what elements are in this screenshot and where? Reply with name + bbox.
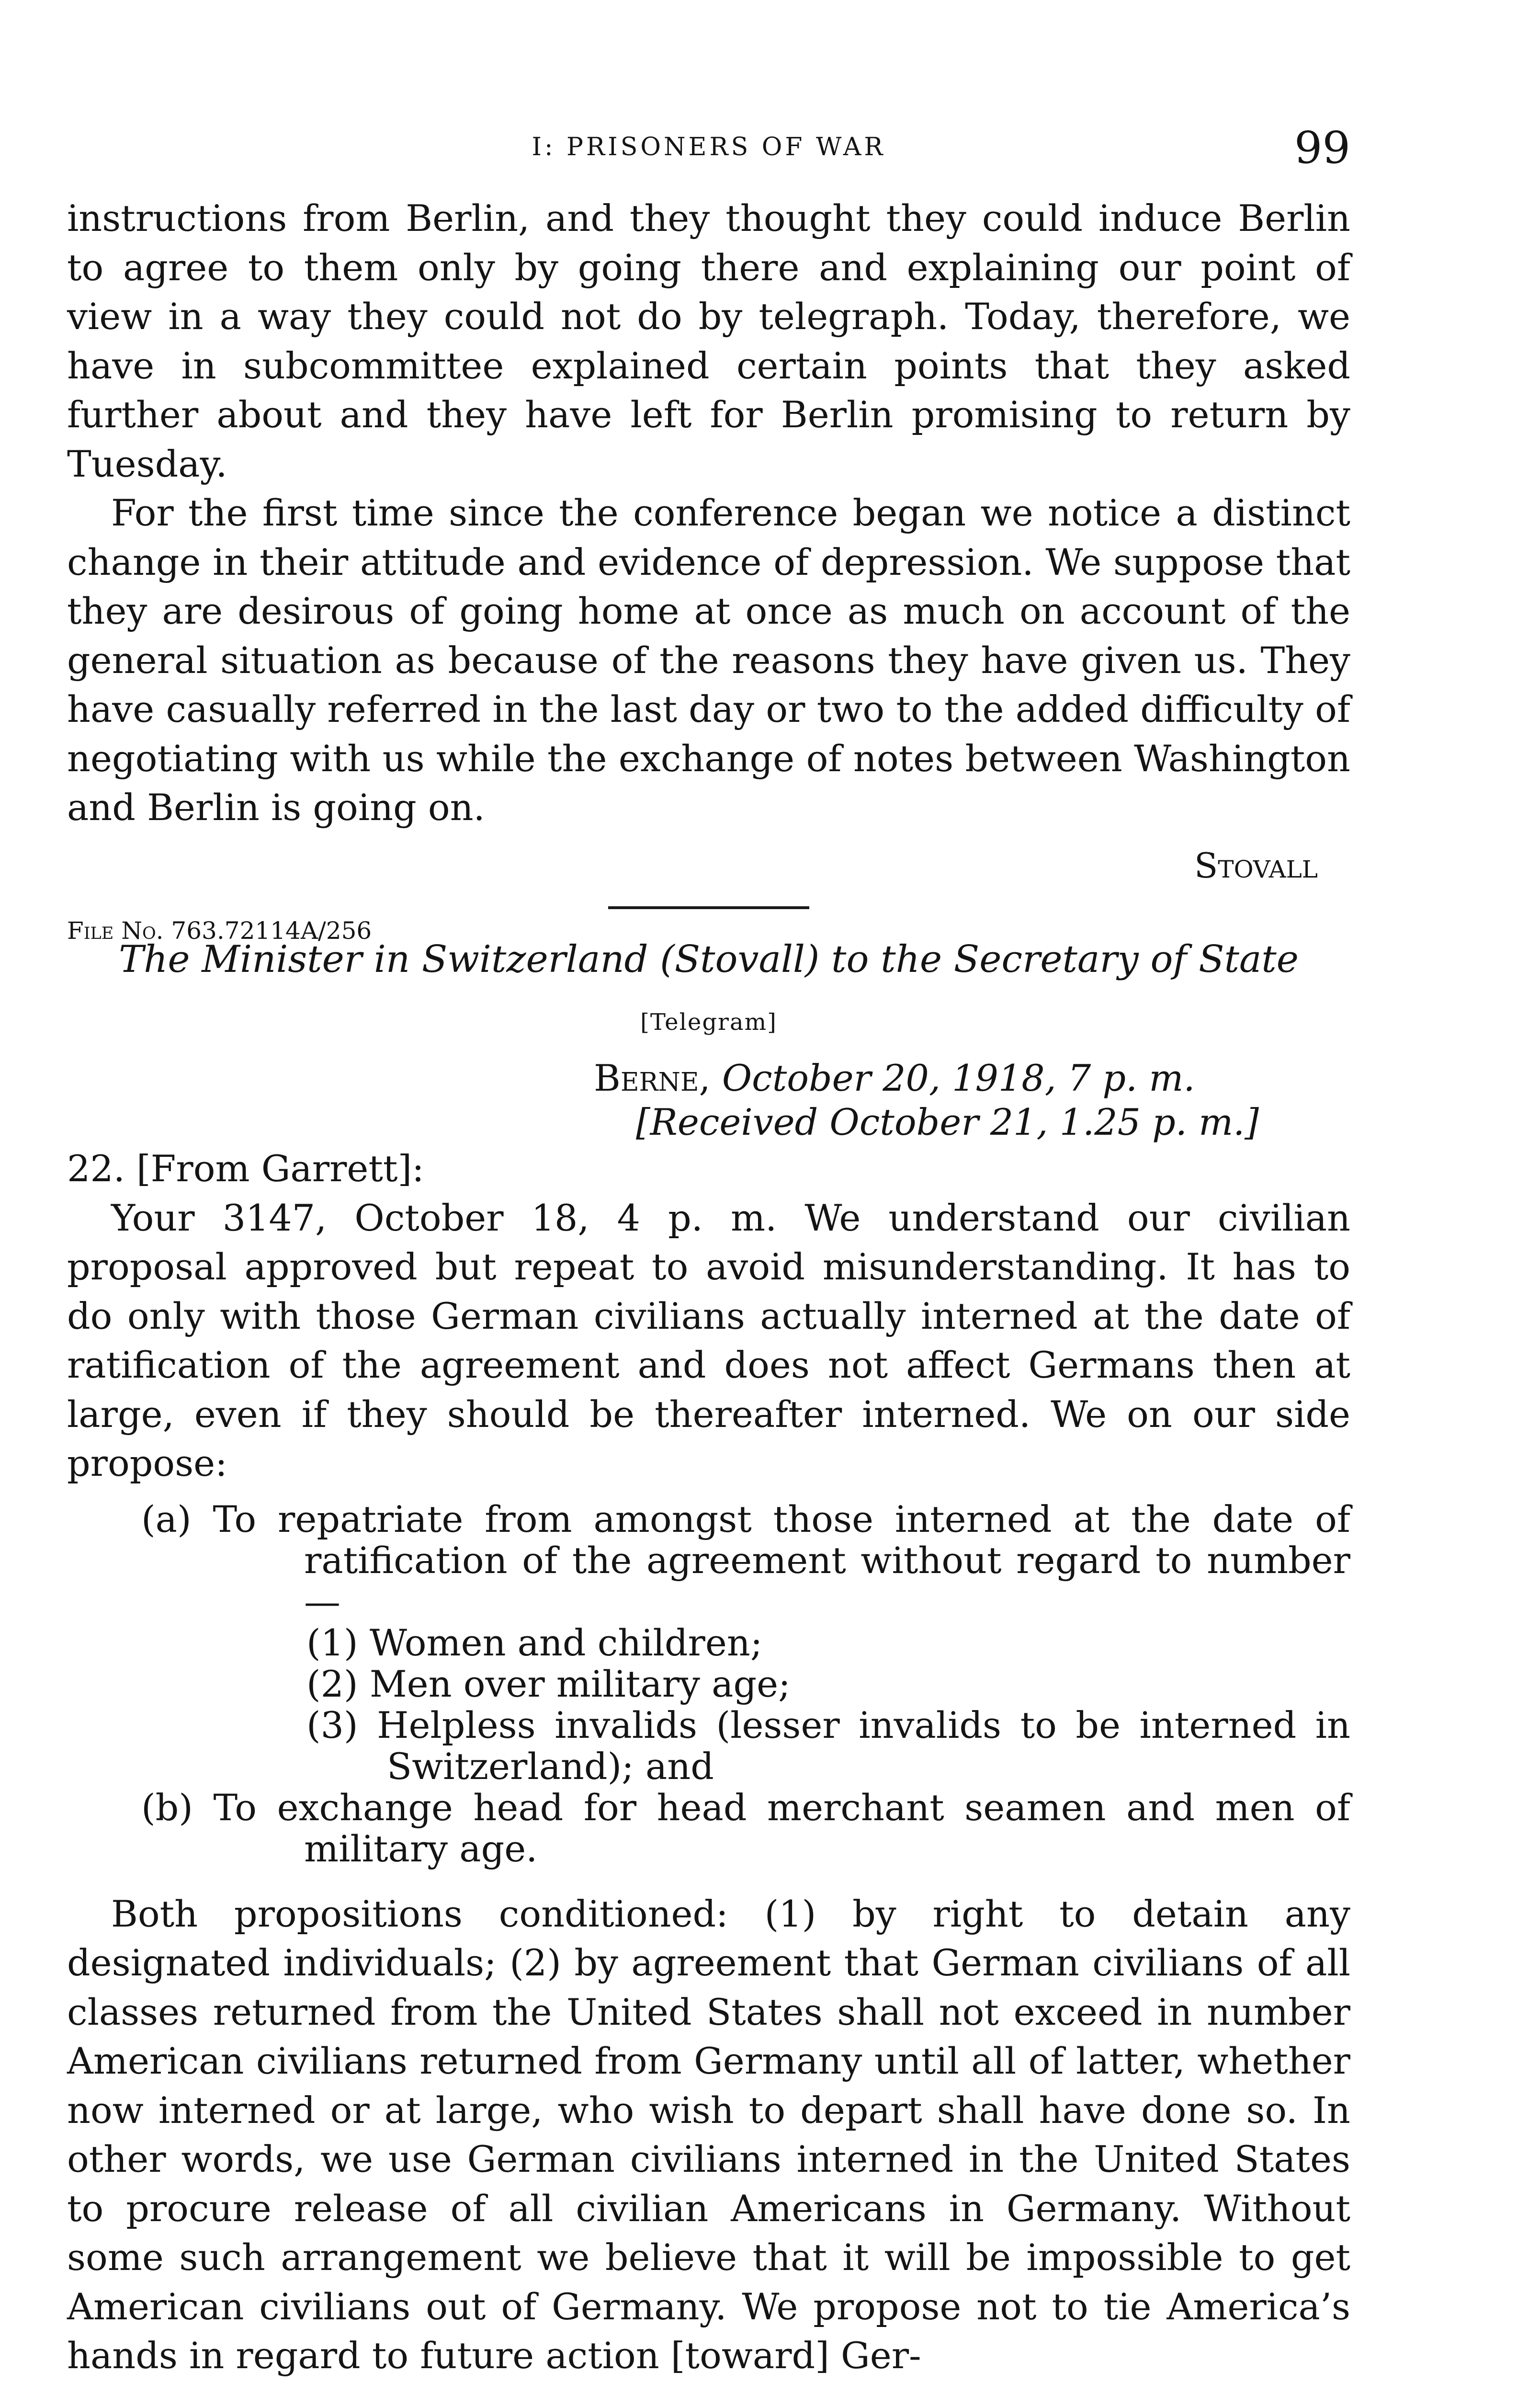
list-item-a2: (2) Men over military age; <box>306 1662 791 1705</box>
paragraph-proposal: Your 3147, October 18, 4 p. m. We understand our civilian proposal approved but repeat to avoid misunderstanding. It has to do only with those German civilians actually interned at the date of ratification of the agreement and does not affect Germans then at large, even if they should be thereafter interned. We on our side propose: <box>67 1196 1350 1484</box>
dateline-sent <box>594 1056 1350 1100</box>
dateline-date: October 20, 1918, 7 p. m. <box>722 1057 1195 1099</box>
page-body <box>67 194 1350 2381</box>
list-item-a1: (1) Women and children; <box>306 1621 763 1664</box>
dateline-place: Berne, <box>594 1057 711 1099</box>
running-head: I: PRISONERS OF WAR <box>532 133 886 161</box>
paragraph-conditions: Both propositions conditioned: (1) by right to detain any designated individuals; (2) by agreement that German civilians of all classes returned from the United States shall not exceed in number American civilians returned from Germany until all of latter, whether now interned or at large, who wish to depart shall have done so. In other words, we use German civilians interned in the United States to procure release of all civilian Americans in Germany. Without some such arrangement we believe that it will be impossible to get American civilians out of Germany. We propose not to tie America’s hands in regard to future action [toward] Ger- <box>67 1892 1350 2377</box>
proposal-list <box>67 1499 1350 1870</box>
signature: Stovall <box>1194 845 1318 886</box>
paragraph-continued: instructions from Berlin, and they thought they could induce Berlin to agree to them only by going there and explaining our point of view in a way they could not do by telegraph. Today, therefore, we have in subcommittee explained certain points that they asked further about and they have left for Berlin promising to return by Tuesday. <box>67 197 1350 485</box>
message-number: 22. [From Garrett]: <box>67 1147 424 1190</box>
dateline <box>594 1056 1350 1144</box>
file-number: File No. 763.72114A/256 <box>67 917 372 945</box>
page-header <box>67 122 1350 175</box>
dateline-received: [Received October 21, 1.25 p. m.] <box>636 1101 1259 1143</box>
paragraph-depression: For the first time since the conference began we notice a distinct change in their attitude and evidence of depression. We suppose that they are desirous of going home at once as much on account of the general situation as because of the reasons they have given us. They have casually referred in the last day or two to the added difficulty of negotiating with us while the exchange of notes between Washington and Berlin is going on. <box>67 491 1350 829</box>
separator-rule <box>608 906 809 909</box>
document-separator <box>67 890 1350 945</box>
document-title: The Minister in Switzerland (Stovall) to the Secretary of State <box>119 938 1299 981</box>
page-number: 99 <box>1294 122 1350 173</box>
list-item-a3: (3) Helpless invalids (lesser invalids to be interned in Switzerland); and <box>306 1703 1350 1788</box>
document-type: [Telegram] <box>640 1008 777 1036</box>
list-item-a: (a) To repatriate from amongst those interned at the date of ratification of the agreement without regard to number— <box>141 1497 1350 1623</box>
list-item-b: (b) To exchange head for head merchant seamen and men of military age. <box>141 1786 1350 1870</box>
